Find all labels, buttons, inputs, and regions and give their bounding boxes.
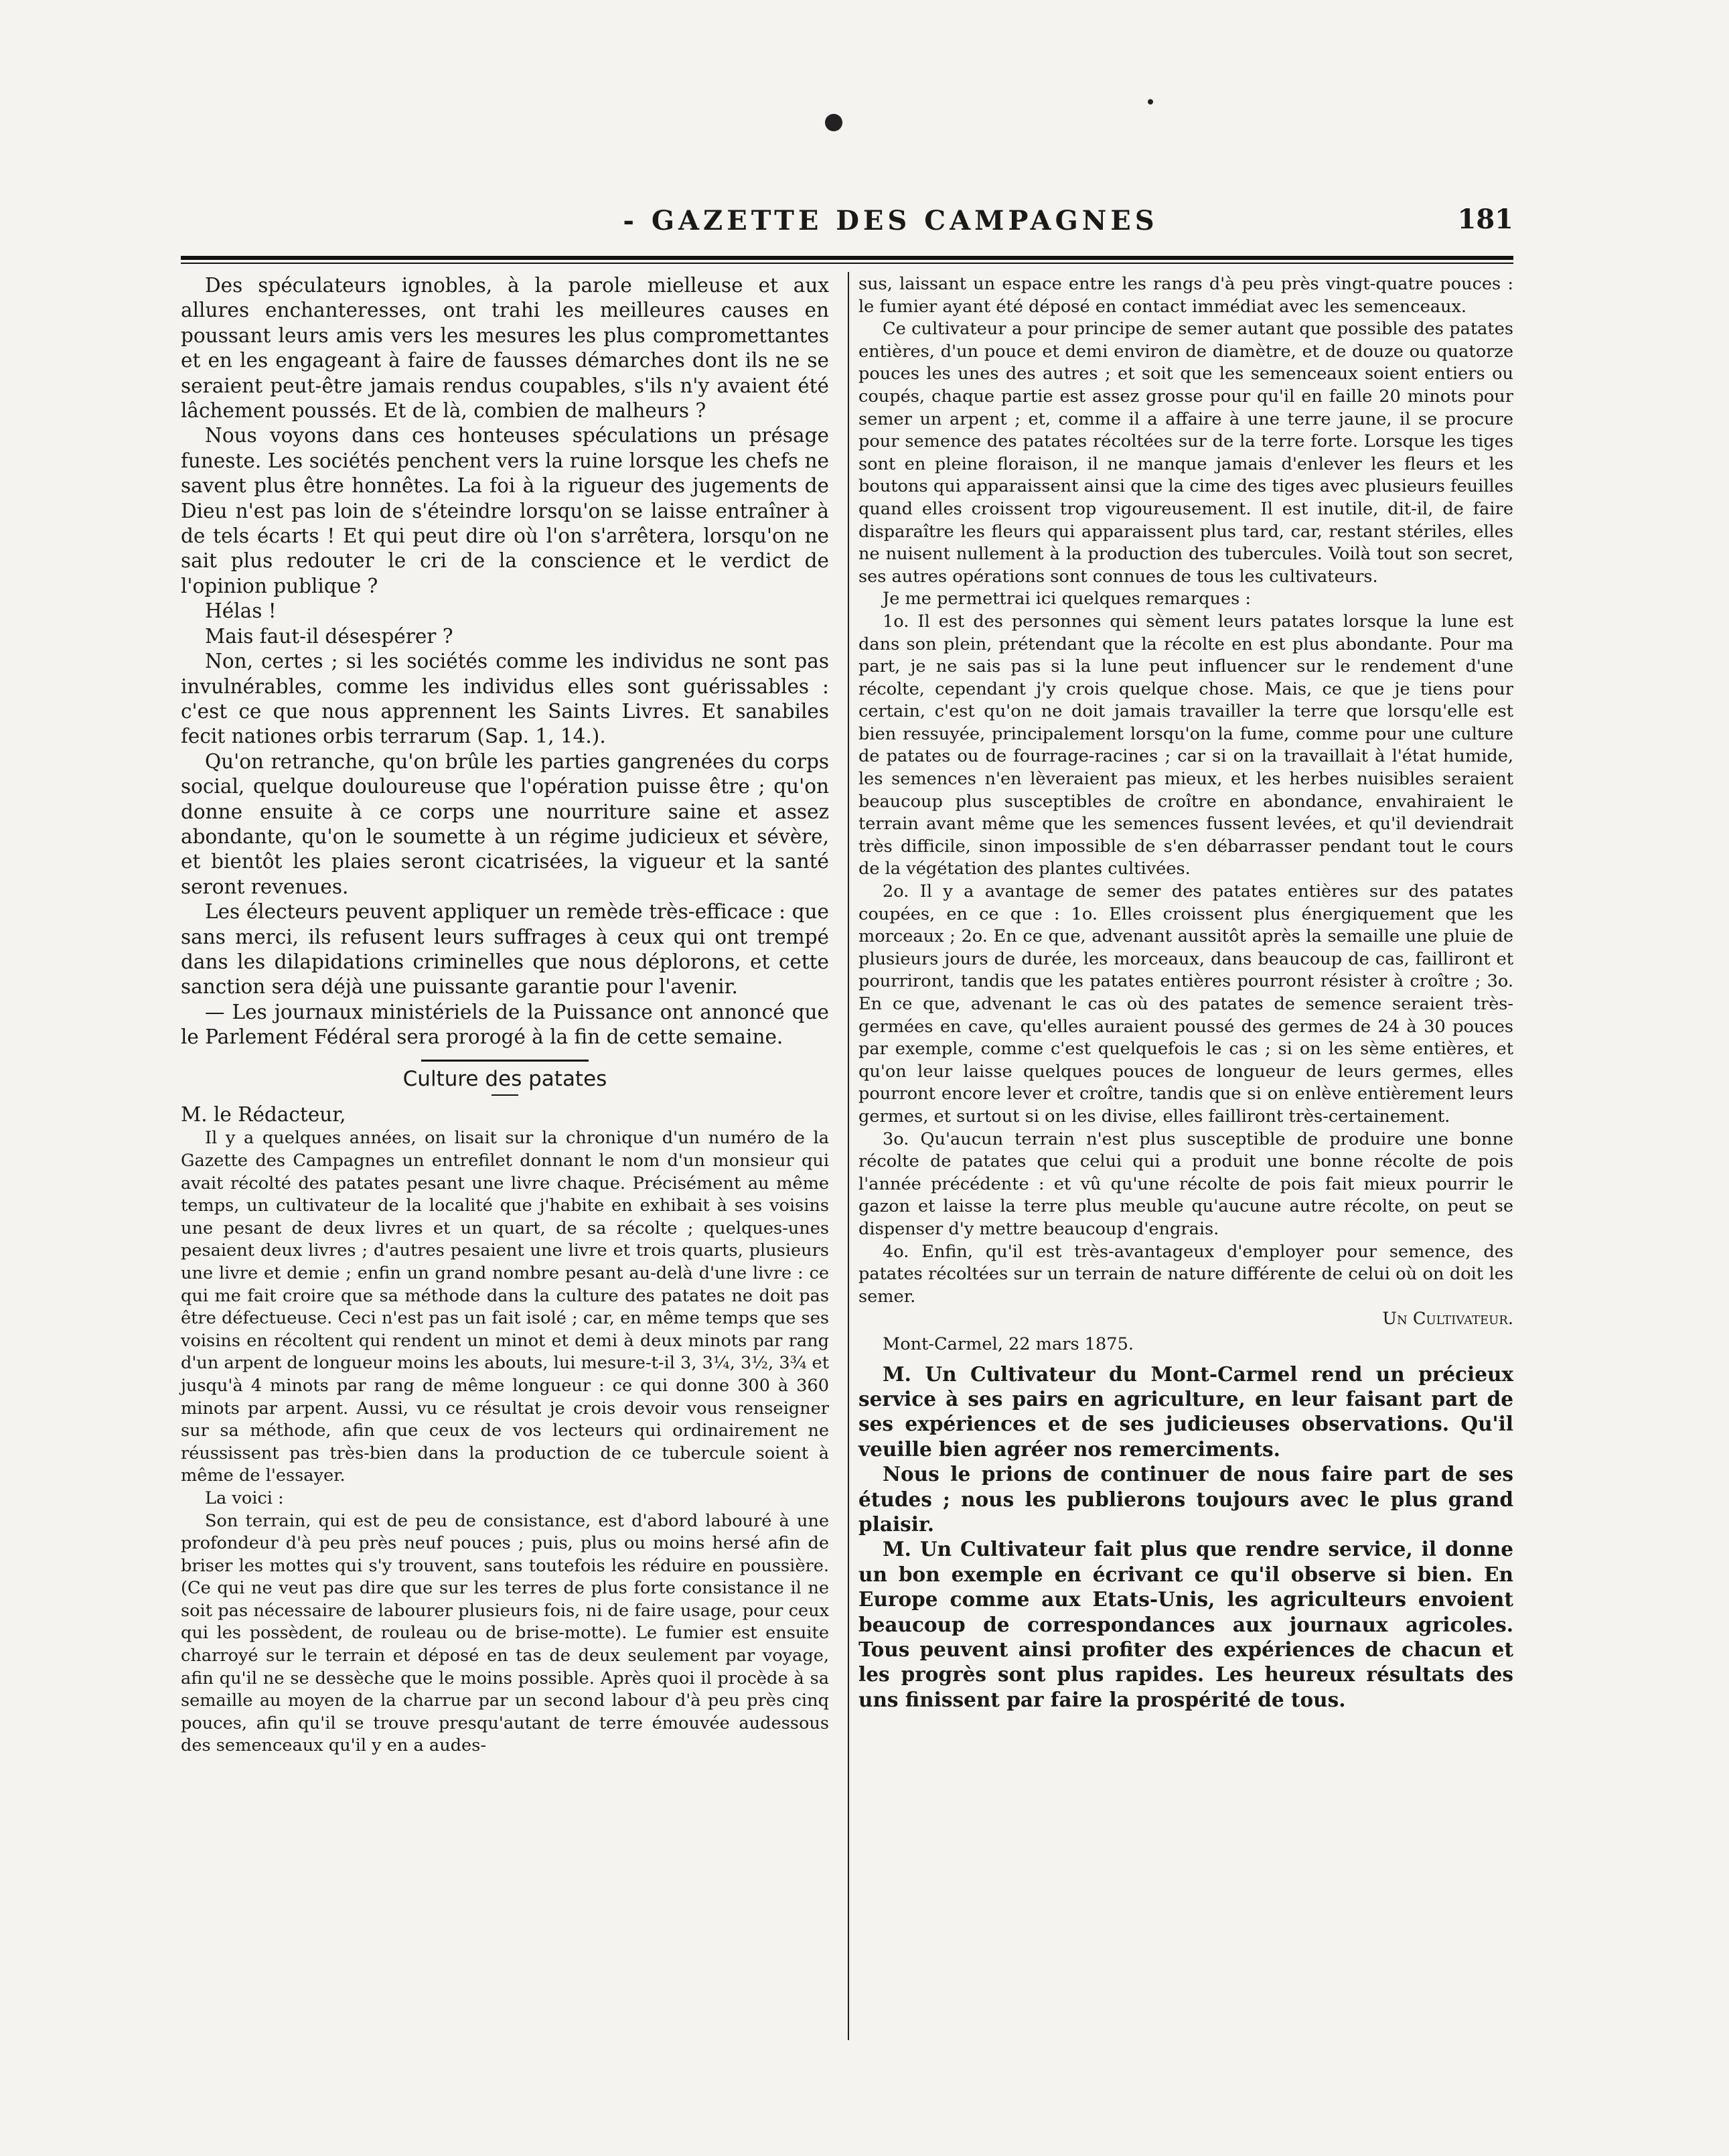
editor-note: M. Un Cultivateur du Mont-Carmel rend un précieux service à ses pairs en agriculture, en leur faisant part de ses expériences et de ses judicieuses observations. Qu'il veuille bien agréer nos remerciments.: [858, 1362, 1513, 1461]
page-number: 181: [1457, 204, 1513, 235]
section-rule-short: [492, 1094, 518, 1096]
letter-paragraph: Je me permettrai ici quelques remarques :: [883, 589, 1252, 609]
section-title: Culture des patates: [402, 1066, 607, 1091]
letter-paragraph: 1o. Il est des personnes qui sèment leurs patates lorsque la lune est dans son plein, prétendant que la récolte en est plus abondante. Pour ma part, je ne sais pas si la lune peut influencer sur le rendement d'une récolte, cependant j'y crois quelque chose. Mais, ce que je tiens pour certain, c'est qu'on ne doit jamais travailler la terre que lorsqu'elle est bien ressuyée, principalement lorsqu'on la fume, comme pour une culture de patates ou de fourrage-racines ; car si on la travaillait à l'état humide, les semences n'en lèveraient pas mieux, et les herbes nuisibles seraient beaucoup plus susceptibles de croître en abondance, envahiraient le terrain avant même que les semences fussent levées, et qu'il deviendrait très difficile, sinon impossible de s'en débarrasser pendant tout le cours de la végétation des plantes cultivées.: [858, 611, 1513, 879]
letter-paragraph: Ce cultivateur a pour principe de semer autant que possible des patates entières, d'un pouce et demi environ de diamètre, et de douze ou quatorze pouces les unes des autres ; et soit que les semenceaux soient entiers ou coupés, chaque partie est assez grosse pour qu'il en faille 20 minots pour semer un arpent ; et, comme il a affaire à une terre jaune, il se procure pour semence des patates récoltées sur de la terre forte. Lorsque les tiges sont en pleine floraison, il ne manque jamais d'enlever les fleurs et les boutons qui apparaissent ainsi que la cime des tiges avec plusieurs feuilles quand elles croissent trop vigoureusement. Il est inutile, dit-il, de faire disparaître les fleurs qui apparaissent plus tard, car, restant stériles, elles ne nuisent nullement à la production des tubercules. Voilà tout son secret, ses autres opérations sont connues de tous les cultivateurs.: [858, 319, 1513, 587]
letter-paragraph: Il y a quelques années, on lisait sur la chronique d'un numéro de la Gazette des Campagnes un entrefilet donnant le nom d'un monsieur qui avait récolté des patates pesant une livre chaque. Précisément au même temps, un cultivateur de la localité que j'habite en exhibait à ses voisins une pesant de deux livres et un quart, de sa récolte ; quelques-unes pesaient deux livres ; d'autres pesaient une livre et trois quarts, plusieurs une livre et demie ; enfin un grand nombre pesant au-delà d'une livre : ce qui me fait croire que sa méthode dans la culture des patates ne doit pas être défectueuse. Ceci n'est pas un fait isolé ; car, en même temps que ses voisins en récoltent qui rendent un minot et demi à deux minots par rang d'un arpent de longueur moins les abouts, lui mesure-t-il 3, 3¼, 3½, 3¾ et jusqu'à 4 minots par rang de même longueur : ce qui donne 300 à 360 minots par arpent. Aussi, vu ce résultat je crois devoir vous renseigner sur sa méthode, afin que ceux de vos lecteurs qui ordinairement ne réussissent pas très-bien dans la production de ce tubercule soient à même de l'essayer.: [181, 1128, 829, 1486]
paragraph: Qu'on retranche, qu'on brûle les parties gangrenées du corps social, quelque douloureuse que l'opération puisse être ; qu'on donne ensuite à ce corps une nourriture saine et assez abondante, qu'on le soumette à un régime judicieux et sévère, et bientôt les plaies seront cicatrisées, la vigueur et la santé seront revenues.: [181, 749, 829, 898]
letter-paragraph: 3o. Qu'aucun terrain n'est plus susceptible de produire une bonne récolte de patates que celui qui a produit une bonne récolte de pois l'année précédente : et vû qu'une récolte de pois fait mieux pourrir le gazon et laisse la terre plus meuble qu'aucune autre récolte, on peut se dispenser d'y mettre beaucoup d'engrais.: [858, 1129, 1513, 1239]
editor-note: M. Un Cultivateur fait plus que rendre service, il donne un bon exemple en écrivant ce qu'il observe si bien. En Europe comme aux Etats-Unis, les agriculteurs envoient beaucoup de correspondances aux journaux agricoles. Tous peuvent ainsi profiter des expériences de chacun et les progrès sont plus rapides. Les heureux résultats des uns finissent par faire la prospérité de tous.: [858, 1537, 1513, 1711]
paragraph: — Les journaux ministériels de la Puissance ont annoncé que le Parlement Fédéral sera prorogé à la fin de cette semaine.: [181, 1000, 829, 1049]
letter-paragraph: sus, laissant un espace entre les rangs d'à peu près vingt-quatre pouces : le fumier ayant été déposé en contact immédiat avec les semenceaux.: [858, 274, 1513, 317]
letter-body: [181, 1127, 829, 1757]
running-title: - GAZETTE DES CAMPAGNES: [623, 205, 1158, 236]
ink-speck: [825, 114, 842, 131]
paragraph: Non, certes ; si les sociétés comme les individus ne sont pas invulnérables, comme les individus elles sont guérissables : c'est ce que nous apprennent les Saints Livres. Et sanabiles fecit nationes orbis terrarum (Sap. 1, 14.).: [181, 650, 829, 748]
letter-paragraph: 2o. Il y a avantage de semer des patates entières sur des patates coupées, en ce que : 1o. Elles croissent plus énergiquement que les morceaux ; 2o. En ce que, advenant aussitôt après la semaille une pluie de plusieurs jours de durée, les morceaux, dans beaucoup de cas, failliront et pourriront, tandis que les patates entières pourront résister à croître ; 3o. En ce que, advenant le cas où des patates de semence seraient très-germées en cave, qu'elles auraient poussé des germes de 24 à 30 pouces par exemple, comme c'est quelquefois le cas ; si on les sème entières, et qu'on leur laisse quelques pouces de longueur de leurs germes, elles pourront encore lever et croître, tandis que si on enlève entièrement leurs germes, et surtout si on les divise, elles failliront très-certainement.: [858, 881, 1513, 1127]
paragraph: Les électeurs peuvent appliquer un remède très-efficace : que sans merci, ils refusent leurs suffrages à ceux qui ont trempé dans les dilapidations criminelles que nous déplorons, et cette sanction sera déjà une puissante garantie pour l'avenir.: [181, 900, 829, 999]
page-header: [181, 194, 1513, 248]
letter-continuation: [858, 273, 1513, 1356]
paragraph: Mais faut-il désespérer ?: [205, 624, 453, 648]
column-divider: [848, 272, 849, 2040]
header-rule: [181, 256, 1513, 264]
letter-paragraph: Son terrain, qui est de peu de consistance, est d'abord labouré à une profondeur d'à peu près neuf pouces ; puis, plus ou moins hersé afin de briser les mottes qui s'y trouvent, sans toutefois les réduire en poussière. (Ce qui ne veut pas dire que sur les terres de plus forte consistance il ne soit pas nécessaire de labourer plusieurs fois, ni de faire usage, pour ceux qui les possèdent, de rouleau ou de brise-motte). Le fumier est ensuite charroyé sur le terrain et déposé en tas de deux seulement par voyage, afin qu'il ne se dessèche que le moins possible. Après quoi il procède à sa semaille au moyen de la charrue par un second labour d'à peu près cinq pouces, afin qu'il se trouve presqu'autant de terre émouvée audessous des semenceaux qu'il y en a audes-: [181, 1510, 829, 1756]
letter-paragraph: La voici :: [205, 1488, 284, 1508]
right-column: [858, 273, 1513, 1712]
ink-speck: [1148, 99, 1153, 104]
letter-paragraph: 4o. Enfin, qu'il est très-avantageux d'employer pour semence, des patates récoltées sur un terrain de nature différente de celui où on doit les semer.: [858, 1241, 1513, 1307]
signature: Un Cultivateur.: [1382, 1309, 1513, 1329]
paragraph: Nous voyons dans ces honteuses spéculations un présage funeste. Les sociétés penchent vers la ruine lorsque les chefs ne savent plus être honnêtes. La foi à la rigueur des jugements de Dieu n'est pas loin de s'éteindre lorsqu'on se laisse entraîner à de tels écarts ! Et qui peut dire où l'on s'arrêtera, lorsqu'on ne sait plus redouter le cri de la conscience et le verdict de l'opinion publique ?: [181, 424, 829, 597]
section-rule: [421, 1060, 589, 1062]
salutation: M. le Rédacteur,: [181, 1103, 346, 1126]
left-column: [181, 273, 829, 1757]
paragraph: Des spéculateurs ignobles, à la parole mielleuse et aux allures enchanteresses, ont trahi les meilleures causes en poussant leurs amis vers les mesures les plus compromettantes et en les engageant à faire de fausses démarches dont ils ne se seraient peut-être jamais rendus coupables, s'ils n'y avaient été lâchement poussés. Et de là, combien de malheurs ?: [181, 274, 829, 423]
editor-note: Nous le prions de continuer de nous faire part de ses études ; nous les publierons toujours avec le plus grand plaisir.: [858, 1462, 1513, 1536]
dateline: Mont-Carmel, 22 mars 1875.: [883, 1334, 1134, 1354]
paragraph: Hélas !: [205, 599, 277, 623]
